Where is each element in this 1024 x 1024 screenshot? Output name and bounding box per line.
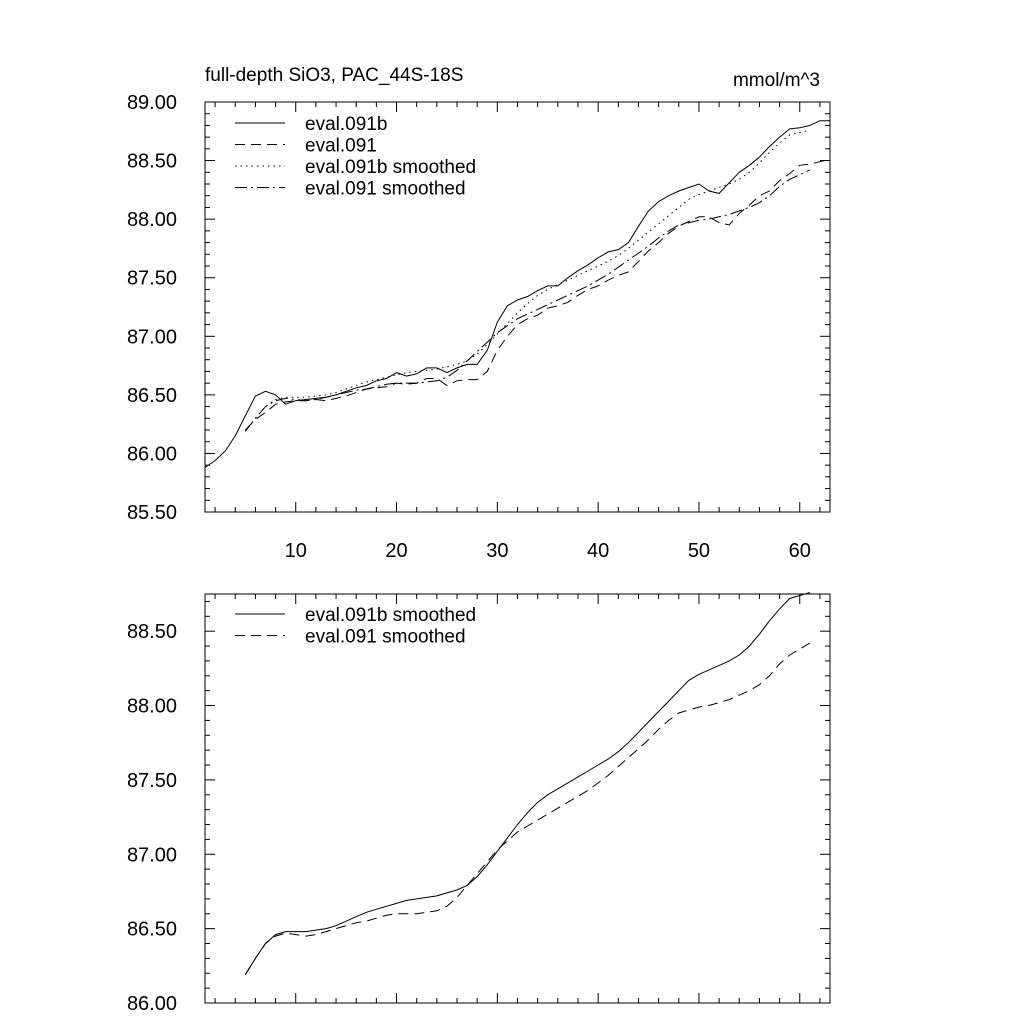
y-tick-label: 88.50	[126, 621, 177, 644]
legend-label: eval.091b smoothed	[305, 157, 477, 178]
y-tick-label: 85.50	[126, 502, 177, 524]
y-tick-label: 87.50	[126, 769, 177, 792]
y-tick-label: 86.00	[126, 443, 177, 466]
y-tick-label: 87.50	[126, 267, 177, 290]
x-tick-label: 20	[385, 540, 408, 562]
y-tick-label: 87.00	[126, 844, 177, 867]
y-tick-label: 88.50	[126, 150, 177, 173]
legend-label: eval.091b	[305, 114, 388, 135]
y-tick-label: 86.00	[126, 993, 177, 1015]
y-tick-label: 89.00	[126, 92, 177, 114]
legend-label: eval.091	[305, 135, 377, 157]
y-tick-label: 88.00	[126, 695, 177, 718]
y-tick-label: 86.50	[126, 918, 177, 941]
units-label: mmol/m^3	[732, 70, 820, 91]
y-tick-label: 88.00	[126, 209, 177, 232]
figure-title: full-depth SiO3, PAC_44S-18S	[205, 65, 464, 86]
y-tick-label: 87.00	[126, 326, 177, 349]
legend-label: eval.091 smoothed	[305, 626, 466, 648]
x-tick-label: 50	[687, 540, 711, 562]
x-tick-label: 40	[587, 540, 610, 562]
x-tick-label: 60	[788, 540, 811, 562]
x-tick-label: 30	[486, 540, 509, 562]
legend-label: eval.091 smoothed	[305, 178, 466, 200]
legend-label: eval.091b smoothed	[305, 605, 477, 626]
x-tick-label: 10	[284, 540, 307, 562]
y-tick-label: 86.50	[126, 384, 177, 407]
